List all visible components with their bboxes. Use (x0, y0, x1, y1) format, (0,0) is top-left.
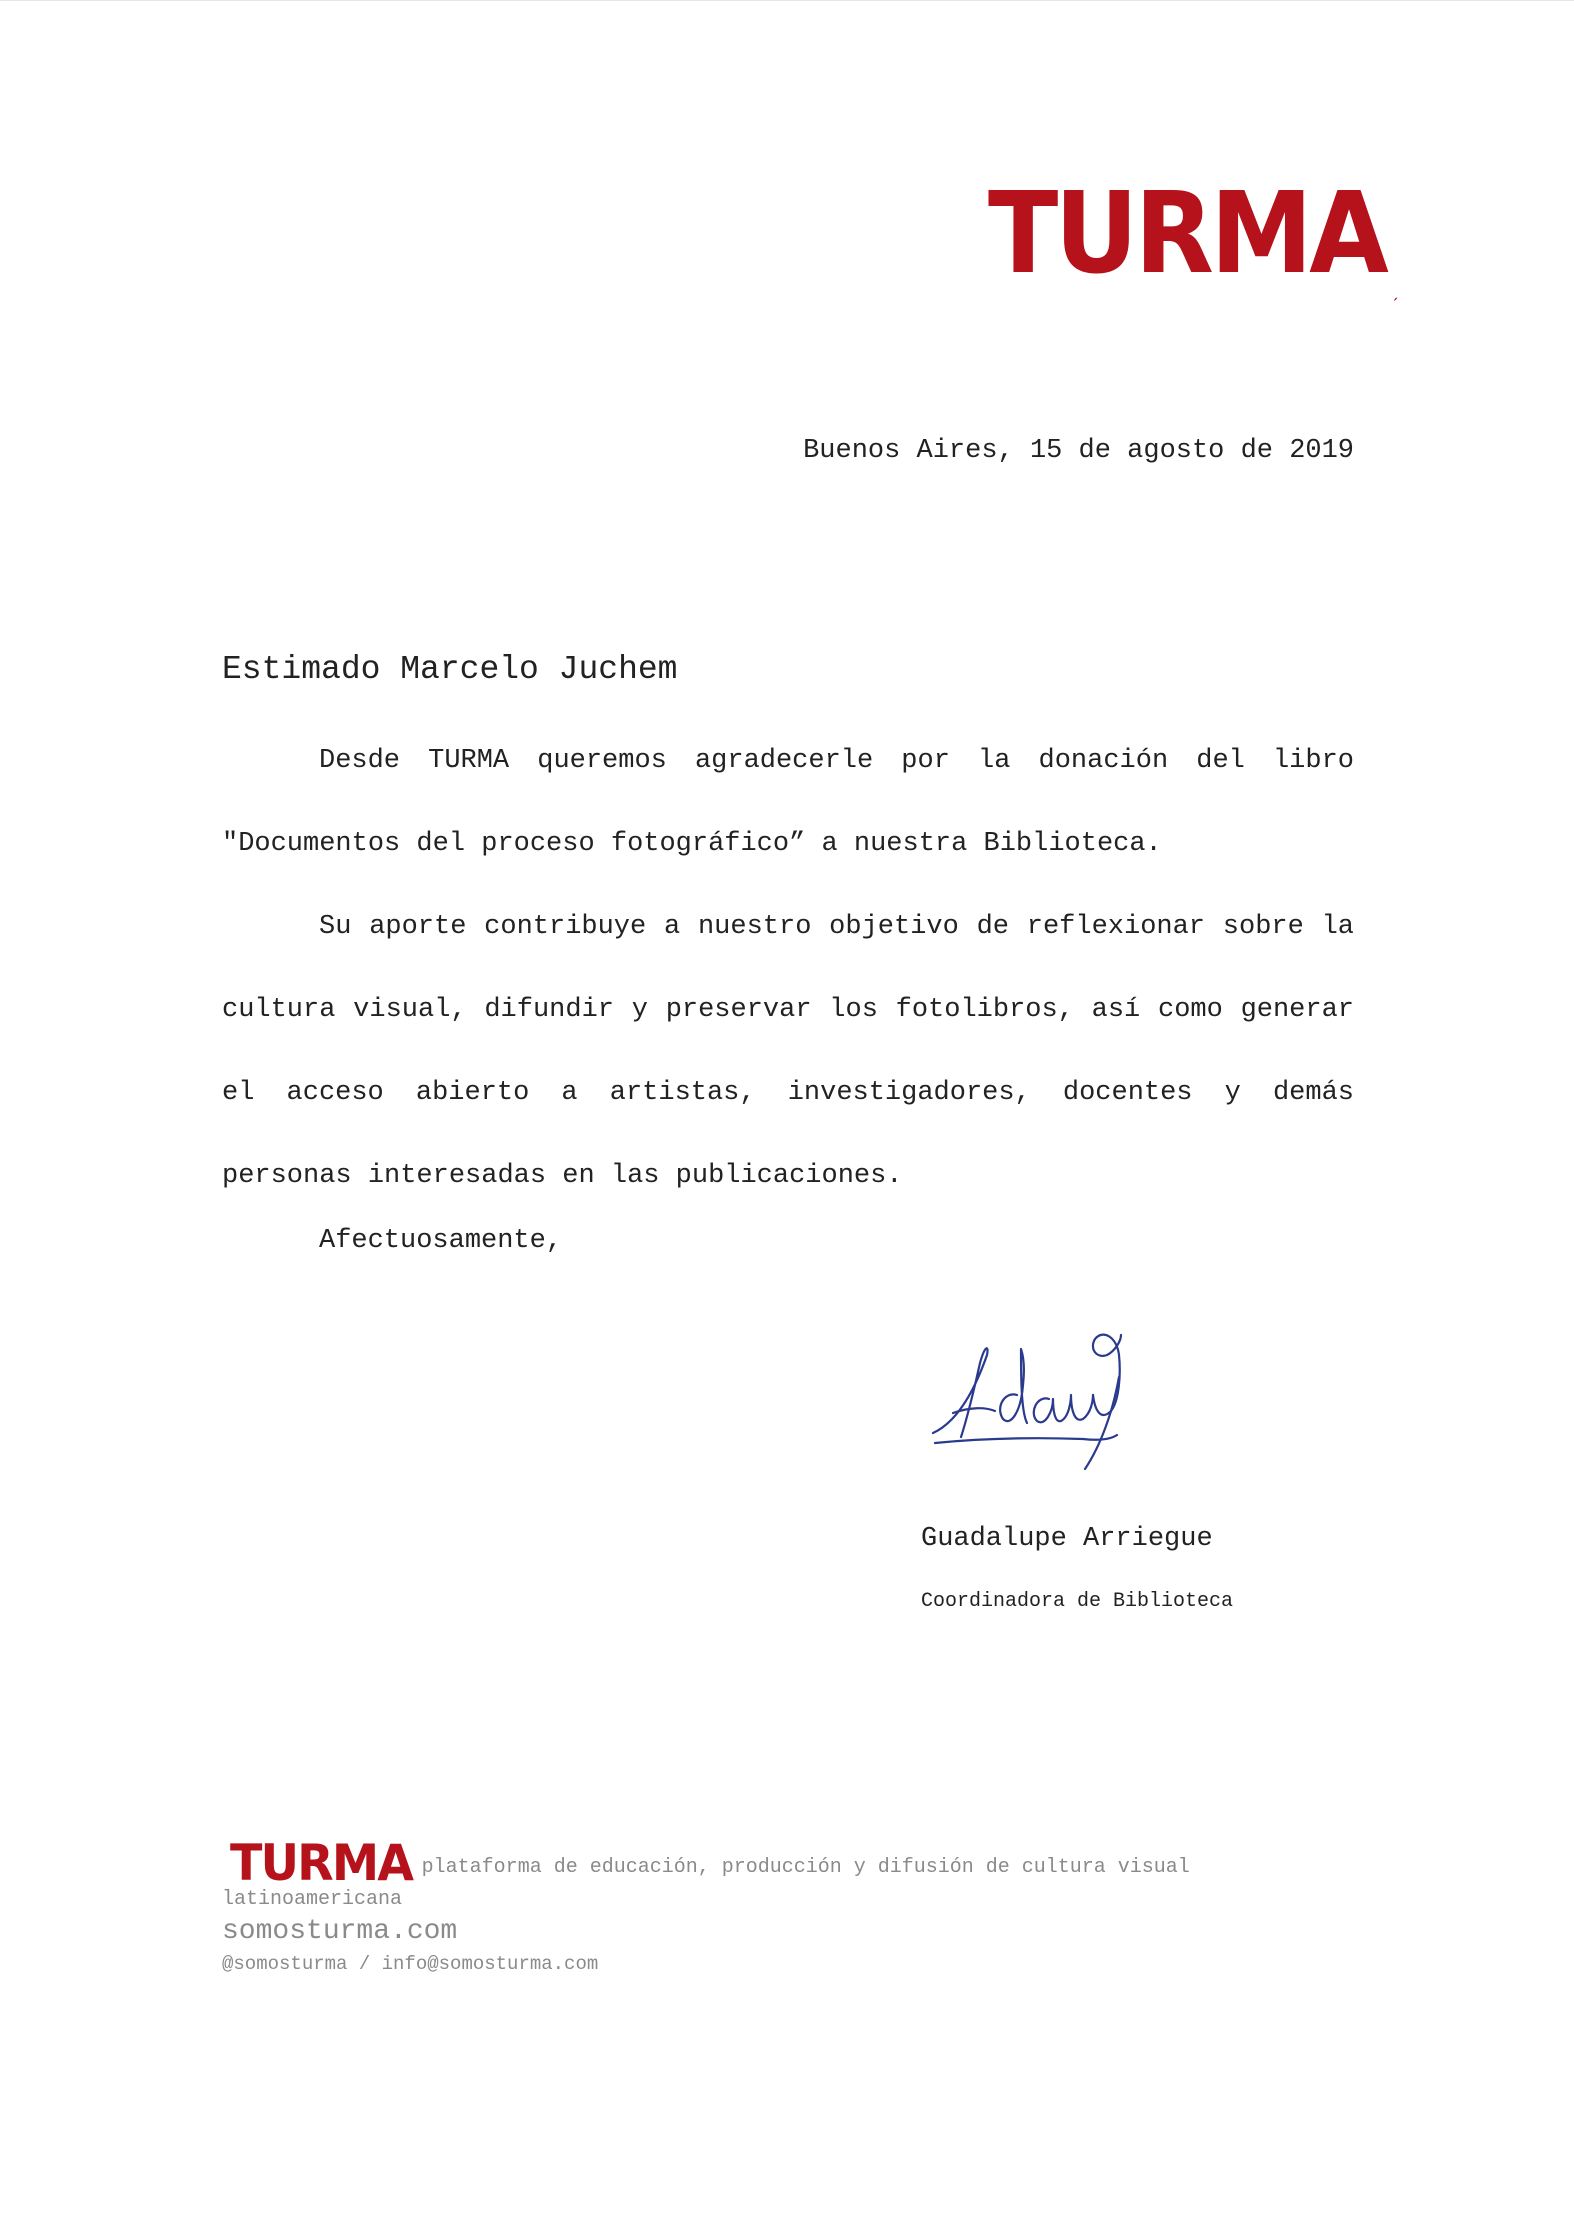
signer-role: Coordinadora de Biblioteca (921, 1590, 1234, 1613)
footer-website: somosturma.com (222, 1916, 458, 1947)
signer-name: Guadalupe Arriegue (921, 1524, 1213, 1554)
footer-turma-logo: TURMA (230, 1834, 413, 1892)
letter-greeting: Estimado Marcelo Juchem (222, 651, 678, 688)
handwritten-signature (925, 1315, 1145, 1475)
turma-logo (988, 169, 1399, 301)
letter-closing: Afectuosamente, (319, 1226, 563, 1256)
letter-body (222, 720, 1354, 1218)
paragraph-1: Desde TURMA queremos agradecerle por la donación del libro "Documentos del proceso fotográfico” a nuestra Biblioteca. (222, 746, 1354, 859)
top-border (0, 0, 1574, 1)
logo-accent-mark: ˏ (1391, 285, 1399, 301)
footer-tagline-line (222, 1834, 1352, 1912)
letterhead-footer (222, 1834, 1352, 1978)
turma-logo-text: TURMA (988, 169, 1386, 299)
footer-tagline: plataforma de educación, producción y difusión de cultura visual latinoamericana (222, 1856, 1190, 1911)
paragraph-2: Su aporte contribuye a nuestro objetivo de reflexionar sobre la cultura visual, difundir y preservar los fotolibros, así como generar el acceso abierto a artistas, investigadores, docentes y demás personas interesadas en las publicaciones. (222, 912, 1354, 1191)
footer-contact: @somosturma / info@somosturma.com (222, 1953, 599, 1975)
letter-date: Buenos Aires, 15 de agosto de 2019 (803, 436, 1354, 466)
